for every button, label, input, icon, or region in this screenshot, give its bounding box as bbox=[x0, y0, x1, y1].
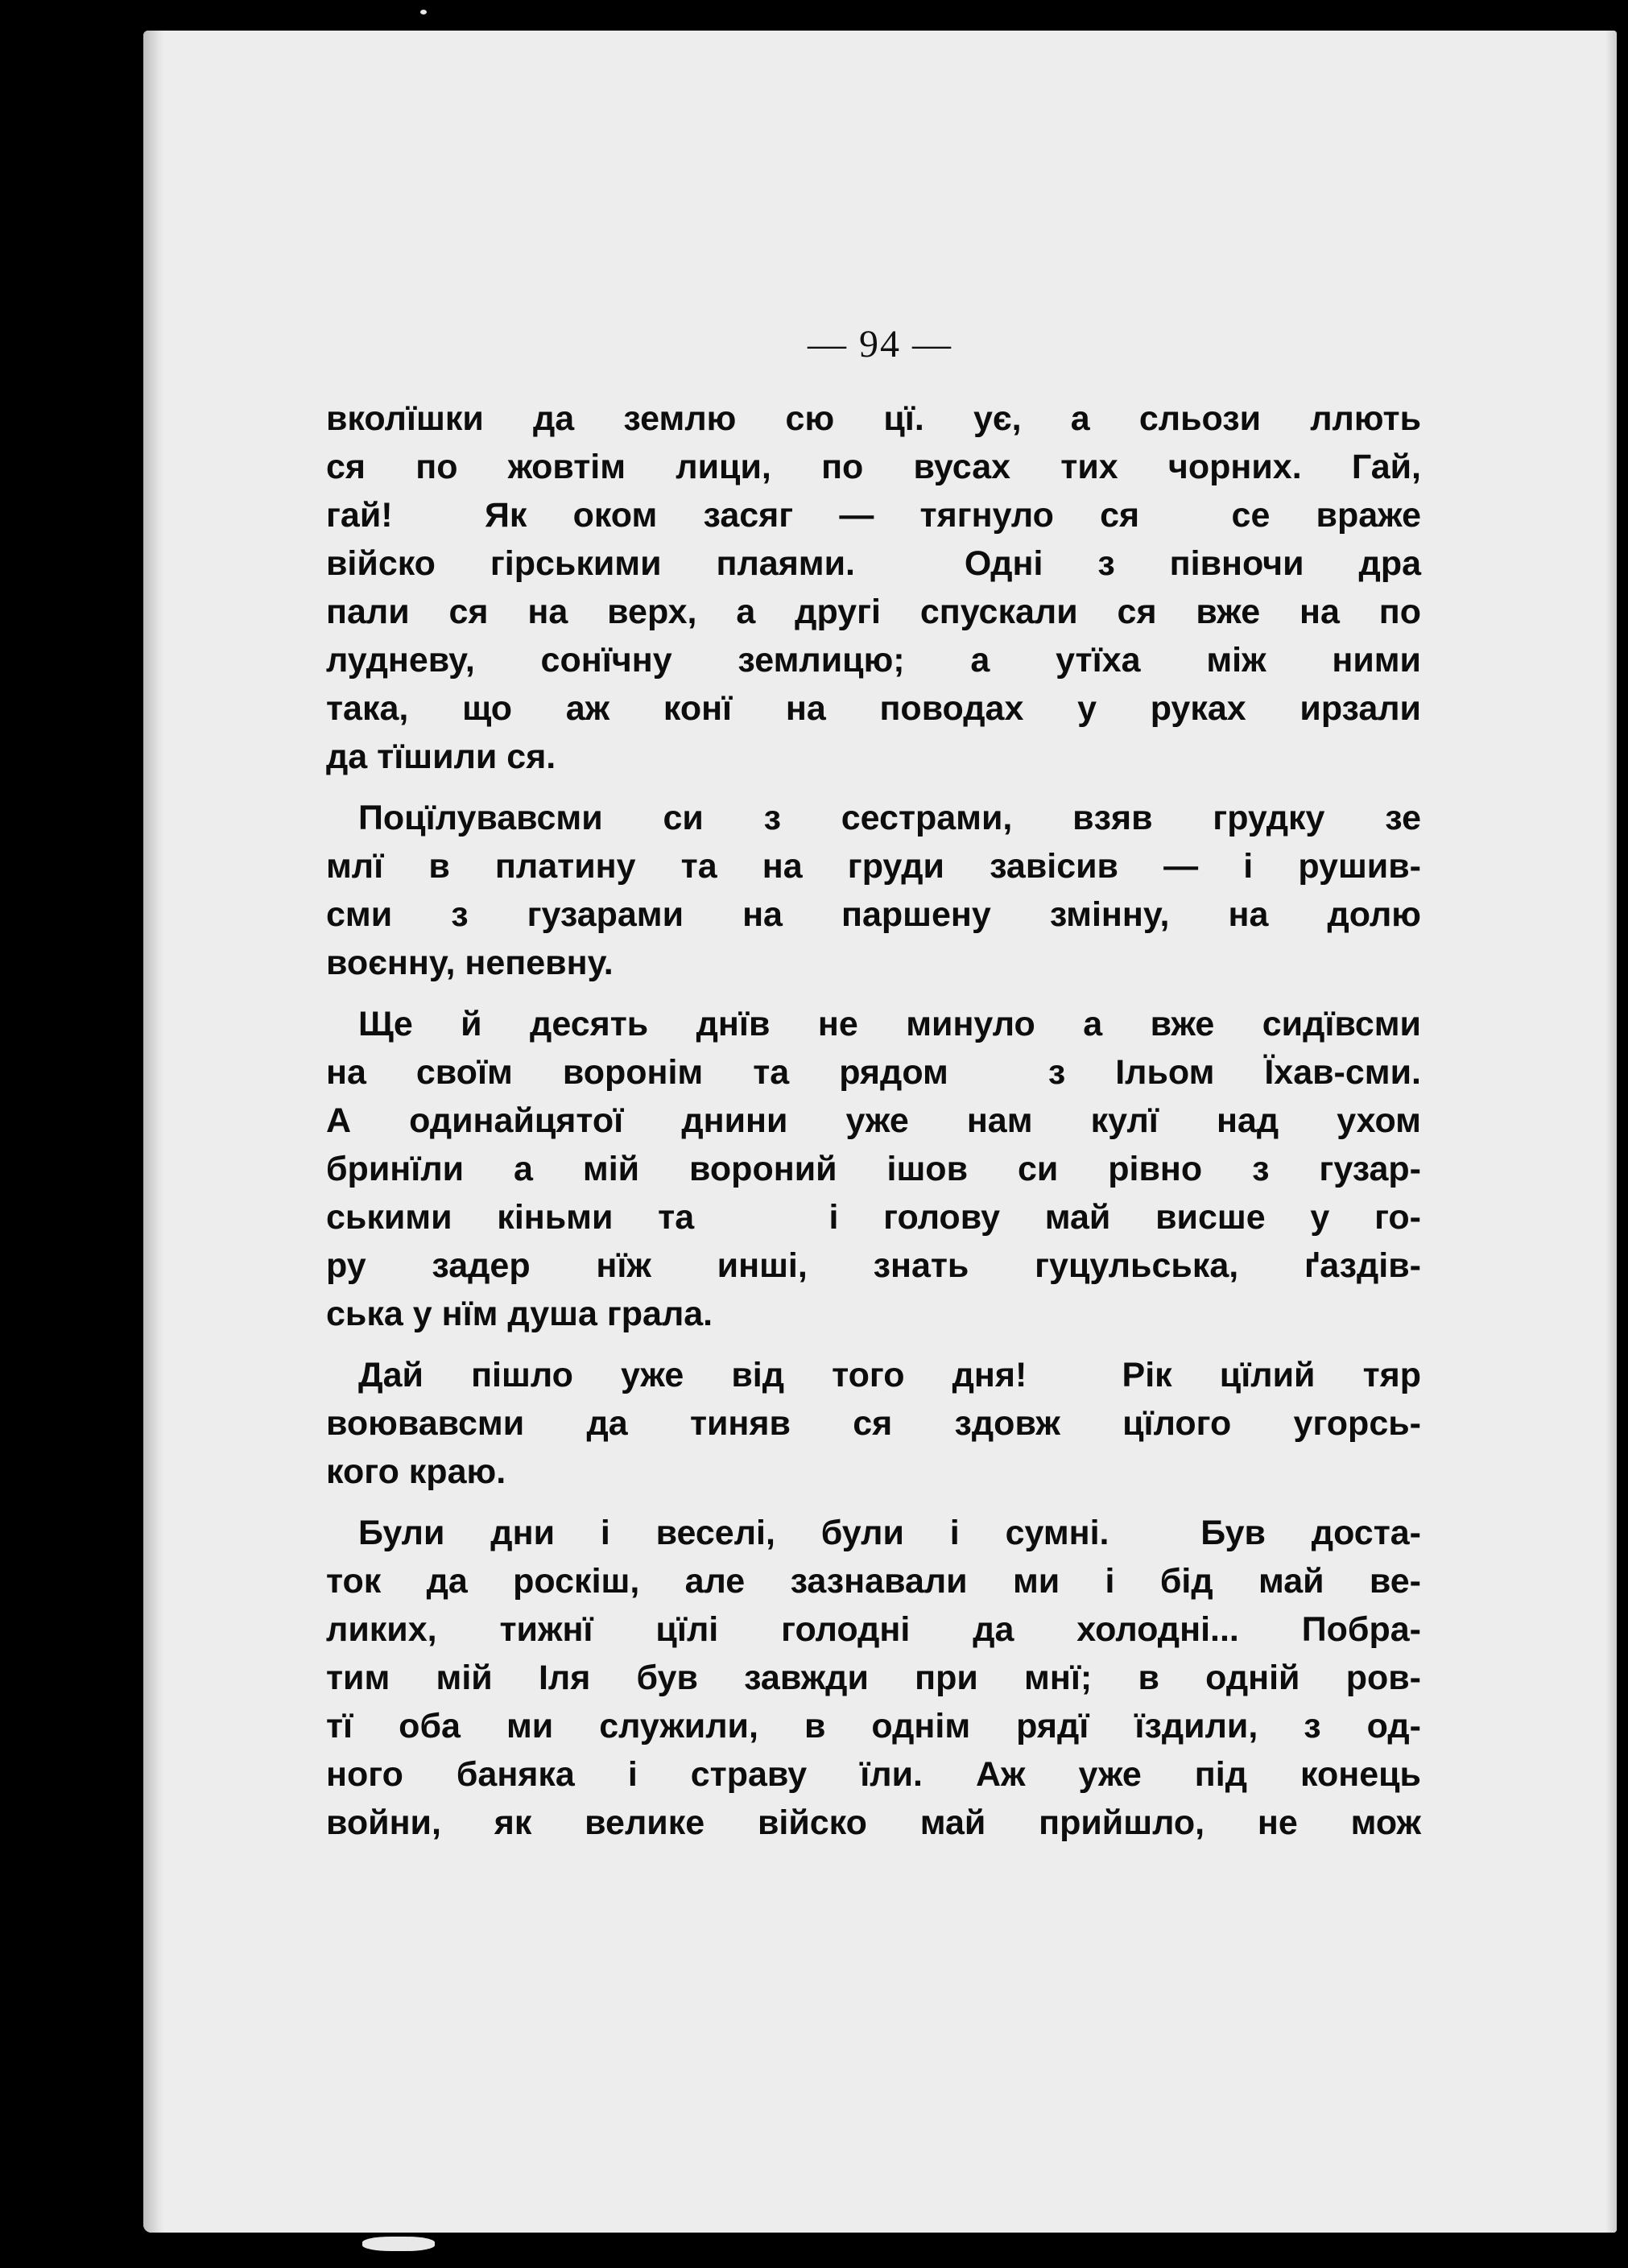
text-line: Поцїлувавсми си з сестрами, взяв грудку зе bbox=[358, 799, 1421, 837]
text-line: бринїли а мій вороний ішов си рівно з гузар- bbox=[326, 1150, 1421, 1188]
text-line: ликих, тижнї цїлі голодні да холодні... Побра- bbox=[326, 1610, 1421, 1649]
paragraph-gap bbox=[326, 781, 1421, 794]
text-line: гай! Як оком засяг — тягнуло ся се враже bbox=[326, 496, 1421, 535]
text-line: сми з гузарами на паршену змінну, на долю bbox=[326, 895, 1421, 934]
text-line: воєнну, непевну. bbox=[326, 944, 614, 982]
text-line: тї оба ми служили, в однім рядї їздили, з од- bbox=[326, 1707, 1421, 1745]
text-line: Ще й десять днїв не минуло а вже сидївсми bbox=[358, 1005, 1421, 1043]
text-line: на своїм воронім та рядом з Ільом Їхав-сми. bbox=[326, 1053, 1421, 1092]
scan-speck bbox=[362, 2237, 435, 2251]
scan-speck bbox=[420, 10, 427, 14]
text-line: Були дни і веселі, були і сумні. Був доста- bbox=[358, 1514, 1421, 1552]
text-line: ськими кіньми та і голову май висше у го- bbox=[326, 1198, 1421, 1237]
text-line: тим мій Іля був завжди при мнї; в одній ров- bbox=[326, 1659, 1421, 1697]
text-line: ного баняка і страву їли. Аж уже під конець bbox=[326, 1755, 1421, 1794]
paragraph-gap bbox=[326, 987, 1421, 1000]
text-line: вколїшки да землю сю цї. ує, а сльози ллють bbox=[326, 399, 1421, 438]
text-line: війско гірськими плаями. Одні з півночи дра bbox=[326, 544, 1421, 583]
paragraph-gap bbox=[326, 1338, 1421, 1351]
text-line: ру задер нїж инші, знать гуцульська, ґаздів- bbox=[326, 1246, 1421, 1285]
text-line: да тїшили ся. bbox=[326, 737, 556, 776]
page-number: — 94 — bbox=[808, 323, 952, 366]
text-line: воювавсми да тиняв ся здовж цїлого угорсь- bbox=[326, 1404, 1421, 1443]
paragraph-gap bbox=[326, 1496, 1421, 1509]
text-line: ся по жовтім лици, по вусах тих чорних. Гай, bbox=[326, 448, 1421, 486]
text-line: пали ся на верх, а другі спускали ся вже на по bbox=[326, 593, 1421, 631]
text-line: А одинайцятої днини уже нам кулї над ухом bbox=[326, 1101, 1421, 1140]
text-line: ська у нїм душа грала. bbox=[326, 1295, 713, 1333]
text-line: кого краю. bbox=[326, 1452, 506, 1491]
text-line: така, що аж конї на поводах у руках ирзали bbox=[326, 689, 1421, 728]
body-text bbox=[326, 395, 1421, 1847]
text-line: войни, як велике війско май прийшло, не мож bbox=[326, 1803, 1421, 1842]
text-line: ток да роскіш, але зазнавали ми і бід май ве- bbox=[326, 1562, 1421, 1601]
text-line: лудневу, сонїчну землицю; а утїха між ними bbox=[326, 641, 1421, 680]
text-line: млї в платину та на груди завісив — і рушив- bbox=[326, 847, 1421, 886]
text-line: Дай пішло уже від того дня! Рік цїлий тяр bbox=[358, 1356, 1421, 1394]
